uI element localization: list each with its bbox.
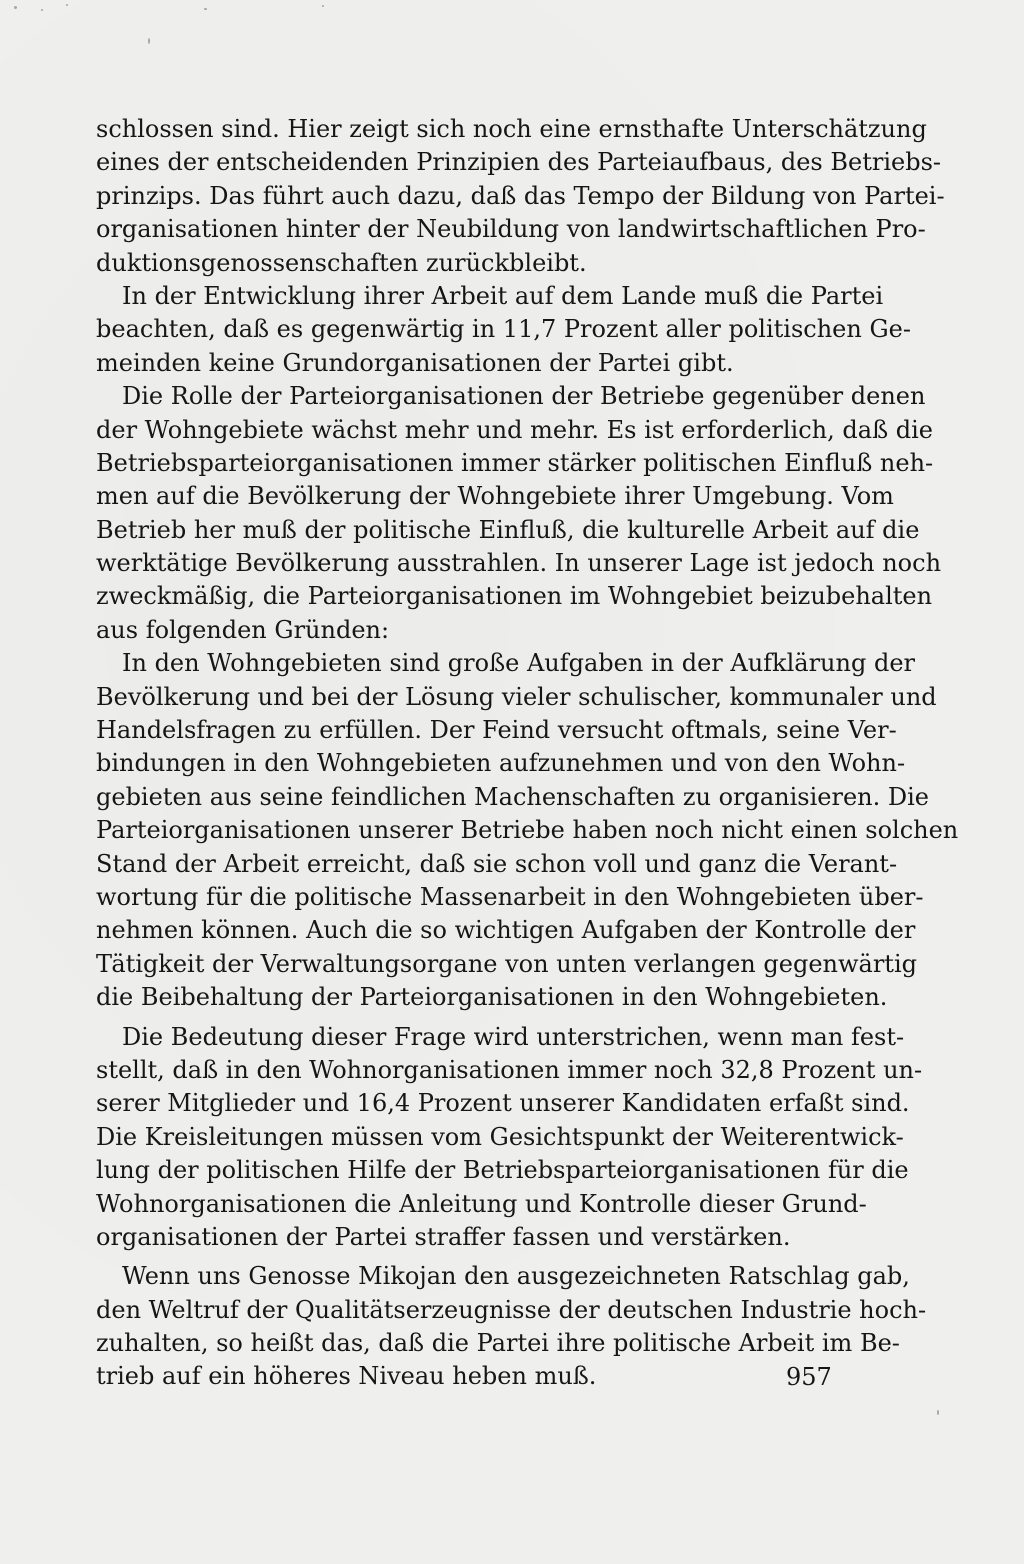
text-line: Tätigkeit der Verwaltungsorgane von unten verlangen gegenwärtig (96, 949, 917, 978)
scan-speck (937, 1410, 939, 1415)
text-line: trieb auf ein höheres Niveau heben muß. (96, 1362, 597, 1391)
text-line: prinzips. Das führt auch dazu, daß das Tempo der Bildung von Partei- (96, 181, 945, 210)
text-line: bindungen in den Wohngebieten aufzunehmen und von den Wohn- (96, 749, 906, 778)
text-line: Betriebsparteiorganisationen immer stärker politischen Einfluß neh- (96, 448, 934, 477)
scan-speck (66, 4, 68, 6)
text-line: organisationen der Partei straffer fassen und verstärken. (96, 1222, 791, 1251)
text-line: lung der politischen Hilfe der Betriebsparteiorganisationen für die (96, 1156, 909, 1185)
scan-speck (41, 9, 43, 11)
text-line: eines der entscheidenden Prinzipien des Parteiaufbaus, des Betriebs- (96, 148, 942, 177)
text-line: Stand der Arbeit erreicht, daß sie schon voll und ganz die Verant- (96, 849, 898, 878)
text-line: stellt, daß in den Wohnorganisationen immer noch 32,8 Prozent un- (96, 1055, 923, 1084)
text-line: Betrieb her muß der politische Einfluß, die kulturelle Arbeit auf die (96, 515, 920, 544)
text-line: meinden keine Grundorganisationen der Partei gibt. (96, 348, 734, 377)
paragraph-6 (96, 1260, 927, 1394)
text-line: Parteiorganisationen unserer Betriebe haben noch nicht einen solchen (96, 816, 959, 845)
text-line: zuhalten, so heißt das, daß die Partei ihre politische Arbeit im Be- (96, 1329, 900, 1358)
text-line: Bevölkerung und bei der Lösung vieler schulischer, kommunaler und (96, 682, 937, 711)
text-line: In der Entwicklung ihrer Arbeit auf dem Lande muß die Partei (122, 281, 884, 310)
text-line: aus folgenden Gründen: (96, 615, 390, 644)
text-line: Wohnorganisationen die Anleitung und Kontrolle dieser Grund- (96, 1189, 867, 1218)
text-line: schlossen sind. Hier zeigt sich noch eine ernsthafte Unterschätzung (96, 115, 927, 143)
scan-speck (148, 38, 150, 44)
text-line: In den Wohngebieten sind große Aufgaben in der Aufklärung der (122, 649, 915, 678)
text-line: der Wohngebiete wächst mehr und mehr. Es ist erforderlich, daß die (96, 415, 933, 444)
text-line: werktätige Bevölkerung ausstrahlen. In unserer Lage ist jedoch noch (96, 549, 942, 578)
text-line: duktionsgenossenschaften zurückbleibt. (96, 248, 587, 277)
text-line: beachten, daß es gegenwärtig in 11,7 Prozent aller politischen Ge- (96, 315, 911, 344)
text-line: zweckmäßig, die Parteiorganisationen im Wohngebiet beizubehalten (96, 582, 933, 611)
text-line: men auf die Bevölkerung der Wohngebiete ihrer Umgebung. Vom (96, 482, 894, 511)
text-line: gebieten aus seine feindlichen Machenschaften zu organisieren. Die (96, 782, 930, 811)
text-line: Die Rolle der Parteiorganisationen der Betriebe gegenüber denen (122, 382, 926, 411)
body-text (96, 113, 959, 1394)
scan-speck (14, 6, 17, 9)
scan-speck (204, 8, 207, 10)
paragraph-5 (96, 1021, 923, 1255)
paragraph-4 (96, 647, 959, 1014)
text-line: Die Bedeutung dieser Frage wird unterstrichen, wenn man fest- (122, 1022, 905, 1051)
text-line: Wenn uns Genosse Mikojan den ausgezeichneten Ratschlag gab, (122, 1262, 910, 1291)
text-line: organisationen hinter der Neubildung von landwirtschaftlichen Pro- (96, 215, 926, 244)
scan-speck (322, 5, 324, 7)
text-line: den Weltruf der Qualitätserzeugnisse der deutschen Industrie hoch- (96, 1295, 927, 1324)
text-line: Die Kreisleitungen müssen vom Gesichtspunkt der Weiterentwick- (96, 1122, 904, 1151)
text-line: die Beibehaltung der Parteiorganisationen in den Wohngebieten. (96, 983, 888, 1012)
page-number: 957 (786, 1363, 832, 1391)
paragraph-1 (96, 113, 945, 280)
paragraph-3 (96, 380, 942, 647)
text-line: Handelsfragen zu erfüllen. Der Feind versucht oftmals, seine Ver- (96, 716, 897, 745)
text-line: serer Mitglieder und 16,4 Prozent unserer Kandidaten erfaßt sind. (96, 1089, 910, 1118)
text-line: wortung für die politische Massenarbeit in den Wohngebieten über- (96, 882, 924, 911)
text-line: nehmen können. Auch die so wichtigen Aufgaben der Kontrolle der (96, 916, 916, 945)
paragraph-2 (96, 280, 911, 380)
